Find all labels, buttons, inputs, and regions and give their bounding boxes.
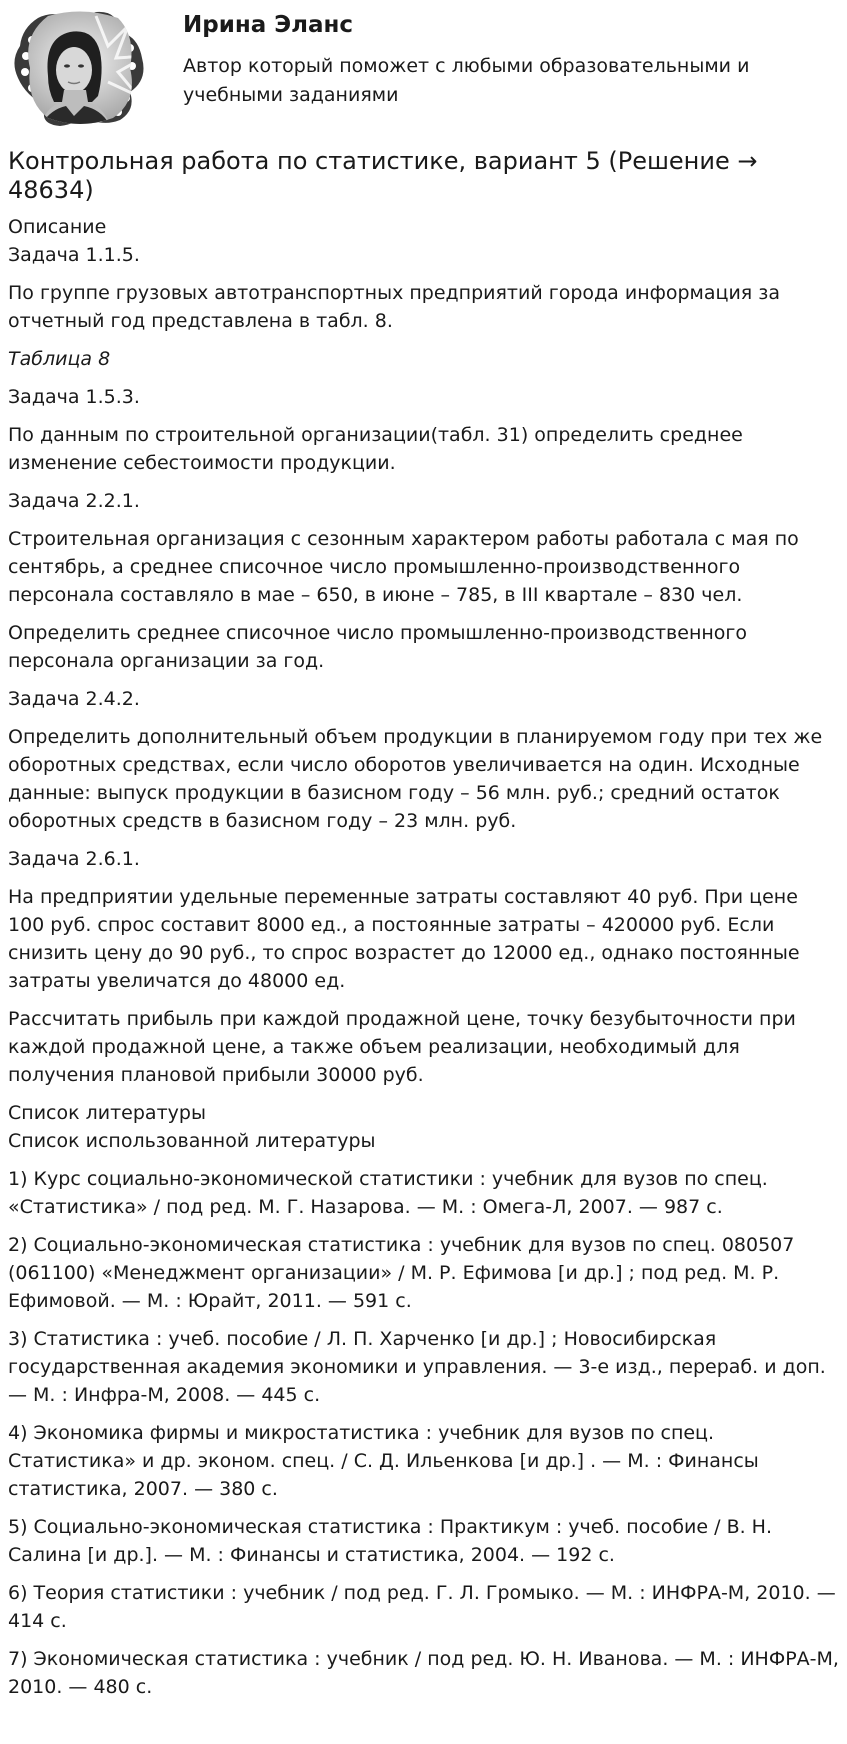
literature-item: 4) Экономика фирмы и микростатистика : учебник для вузов по спец. Статистика» и др. эконом. спец. / С. Д. Ильенкова [и др.] . — М. : Финансы статистика, 2007. — 380 с. xyxy=(8,1422,759,1500)
table-label: Таблица 8 xyxy=(8,348,111,370)
task-title: Задача 2.4.2. xyxy=(8,688,140,710)
literature-item: 1) Курс социально-экономической статистики : учебник для вузов по спец. «Статистика» / под ред. М. Г. Назарова. — М. : Омега-Л, 2007. — 987 с. xyxy=(8,1168,768,1218)
literature-label: Список литературы xyxy=(8,1102,206,1124)
literature-item: 5) Социально-экономическая статистика : Практикум : учеб. пособие / В. Н. Салина [и др.]. — М. : Финансы и статистика, 2004. — 192 с. xyxy=(8,1516,773,1566)
author-name[interactable]: Ирина Эланс xyxy=(183,12,354,38)
task-text: На предприятии удельные переменные затраты составляют 40 руб. При цене 100 руб. спрос составит 8000 ед., а постоянные затраты – 420000 руб. Если снизить цену до 90 руб., то спрос возрастет до 12000 ед., однако постоянные затраты увеличатся до 48000 ед. xyxy=(8,886,800,992)
description-label: Описание xyxy=(8,216,107,238)
avatar-photo-frame-icon[interactable] xyxy=(8,6,153,130)
task-text: По группе грузовых автотранспортных предприятий города информация за отчетный год представлена в табл. 8. xyxy=(8,282,781,332)
task-text: Определить среднее списочное число промышленно-производственного персонала организации за год. xyxy=(8,622,748,672)
task-title: Задача 2.6.1. xyxy=(8,848,140,870)
task-title: Задача 1.5.3. xyxy=(8,386,140,408)
document-title: Контрольная работа по статистике, вариант 5 (Решение → 48634) xyxy=(8,147,758,204)
task-title: Задача 1.1.5. xyxy=(8,244,140,266)
task-title: Задача 2.2.1. xyxy=(8,490,140,512)
literature-heading: Список использованной литературы xyxy=(8,1130,376,1152)
task-text: Строительная организация с сезонным характером работы работала с мая по сентябрь, а среднее списочное число промышленно-производственного персонала составляло в мае – 650, в июне – 785, в III квартале – 830 чел. xyxy=(8,528,799,606)
literature-item: 2) Социально-экономическая статистика : учебник для вузов по спец. 080507 (061100) «Менеджмент организации» / М. Р. Ефимова [и др.] ; под ред. М. Р. Ефимовой. — М. : Юрайт, 2011. — 591 с. xyxy=(8,1234,795,1312)
literature-item: 3) Статистика : учеб. пособие / Л. П. Харченко [и др.] ; Новосибирская государственная академия экономики и управления. — 3-е изд., перераб. и доп. — М. : Инфра-М, 2008. — 445 с. xyxy=(8,1328,826,1406)
author-info xyxy=(153,6,783,110)
task-text: Определить дополнительный объем продукции в планируемом году при тех же оборотных средствах, если число оборотов увеличивается на один. Исходные данные: выпуск продукции в базисном году – 56 млн. руб.; средний остаток оборотных средств в базисном году – 23 млн. руб. xyxy=(8,726,823,832)
author-description: Автор который поможет с любыми образовательными и учебными заданиями xyxy=(183,55,750,106)
task-text: Рассчитать прибыль при каждой продажной цене, точку безубыточности при каждой продажной цене, а также объем реализации, необходимый для получения плановой прибыли 30000 руб. xyxy=(8,1008,796,1086)
author-card xyxy=(8,0,839,130)
literature-item: 7) Экономическая статистика : учебник / под ред. Ю. Н. Иванова. — М. : ИНФРА-М, 2010. — 480 с. xyxy=(8,1648,839,1698)
literature-item: 6) Теория статистики : учебник / под ред. Г. Л. Громыко. — М. : ИНФРА-М, 2010. — 414 с. xyxy=(8,1582,836,1632)
task-text: По данным по строительной организации(табл. 31) определить среднее изменение себестоимости продукции. xyxy=(8,424,743,474)
